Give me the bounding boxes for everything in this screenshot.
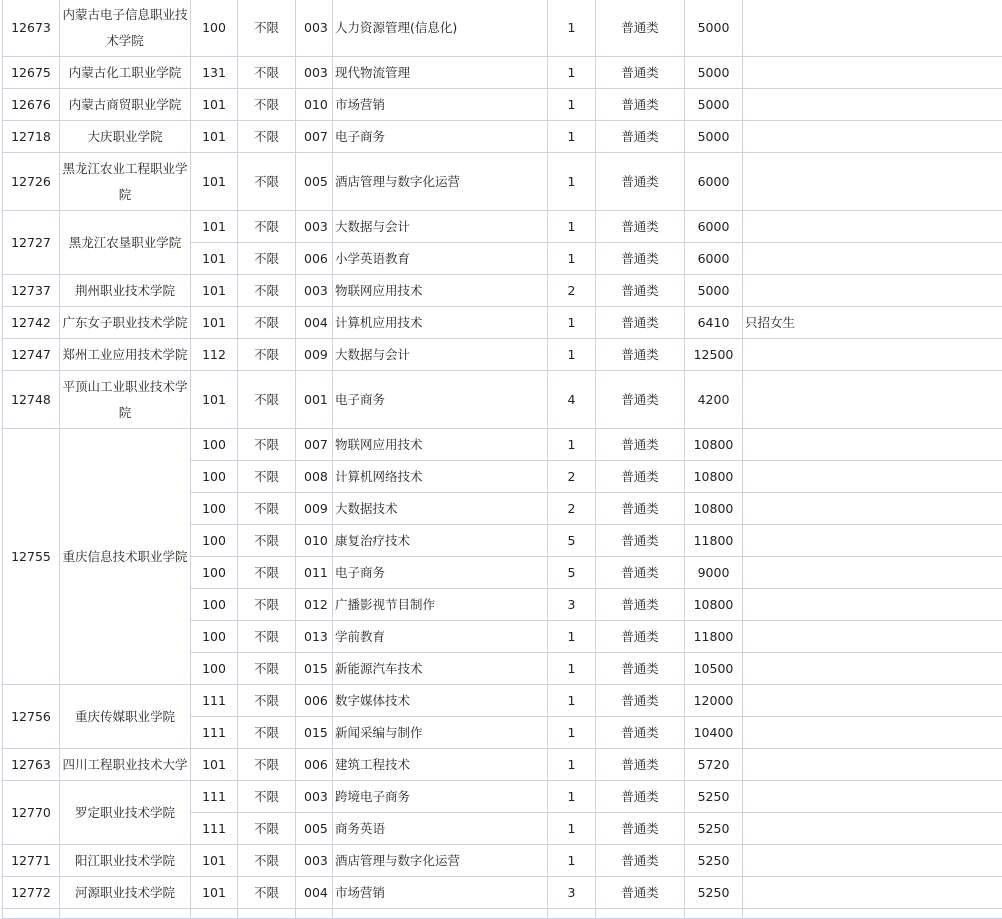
note-cell xyxy=(743,781,1002,813)
tuition-cell: 4200 xyxy=(685,371,743,429)
group-cell: 101 xyxy=(191,243,238,275)
plan-count-cell: 5 xyxy=(548,557,596,589)
subject-requirement-cell: 不限 xyxy=(238,0,296,57)
category-cell: 普通类 xyxy=(596,307,685,339)
plan-count-cell: 1 xyxy=(548,685,596,717)
note-cell xyxy=(743,57,1002,89)
school-code-cell: 12737 xyxy=(3,275,60,307)
tuition-cell: 6000 xyxy=(685,243,743,275)
category-cell: 普通类 xyxy=(596,0,685,57)
note-cell xyxy=(743,461,1002,493)
group-cell: 101 xyxy=(191,153,238,211)
school-name-cell: 内蒙古商贸职业学院 xyxy=(60,89,191,121)
major-code-cell: 003 xyxy=(296,57,333,89)
major-code-cell: 015 xyxy=(296,653,333,685)
group-cell: 131 xyxy=(191,57,238,89)
table-row xyxy=(3,275,1002,307)
table-row xyxy=(3,749,1002,781)
table-row xyxy=(3,685,1002,717)
major-code-cell: 012 xyxy=(296,589,333,621)
group-cell: 111 xyxy=(191,813,238,845)
note-cell xyxy=(743,493,1002,525)
major-name-cell: 小学英语教育 xyxy=(333,243,548,275)
major-code-cell: 011 xyxy=(296,557,333,589)
plan-count-cell: 5 xyxy=(548,525,596,557)
school-name-cell: 荆州职业技术学院 xyxy=(60,275,191,307)
note-cell: 只招女生 xyxy=(743,307,1002,339)
note-cell xyxy=(743,525,1002,557)
category-cell: 普通类 xyxy=(596,845,685,877)
category-cell: 普通类 xyxy=(596,339,685,371)
major-code-cell: 010 xyxy=(296,89,333,121)
major-code-cell: 015 xyxy=(296,717,333,749)
tuition-cell: 5000 xyxy=(685,275,743,307)
note-cell xyxy=(743,211,1002,243)
school-name-cell: 黑龙江农业工程职业学院 xyxy=(60,153,191,211)
school-name-cell: 广东女子职业技术学院 xyxy=(60,307,191,339)
empty-cell xyxy=(296,909,333,919)
subject-requirement-cell: 不限 xyxy=(238,307,296,339)
table-row xyxy=(3,0,1002,57)
major-name-cell: 跨境电子商务 xyxy=(333,781,548,813)
major-name-cell: 市场营销 xyxy=(333,89,548,121)
major-code-cell: 001 xyxy=(296,371,333,429)
major-code-cell: 003 xyxy=(296,845,333,877)
subject-requirement-cell: 不限 xyxy=(238,653,296,685)
major-code-cell: 005 xyxy=(296,153,333,211)
plan-count-cell: 1 xyxy=(548,307,596,339)
school-name-cell: 阳江职业技术学院 xyxy=(60,845,191,877)
note-cell xyxy=(743,717,1002,749)
major-code-cell: 003 xyxy=(296,275,333,307)
note-cell xyxy=(743,89,1002,121)
tuition-cell: 9000 xyxy=(685,557,743,589)
school-name-cell: 内蒙古电子信息职业技术学院 xyxy=(60,0,191,57)
note-cell xyxy=(743,589,1002,621)
major-name-cell: 电子商务 xyxy=(333,121,548,153)
plan-count-cell: 1 xyxy=(548,717,596,749)
group-cell: 112 xyxy=(191,339,238,371)
major-name-cell: 计算机应用技术 xyxy=(333,307,548,339)
major-code-cell: 003 xyxy=(296,781,333,813)
note-cell xyxy=(743,153,1002,211)
group-cell: 111 xyxy=(191,685,238,717)
school-code-cell: 12726 xyxy=(3,153,60,211)
tuition-cell: 11800 xyxy=(685,621,743,653)
note-cell xyxy=(743,877,1002,909)
note-cell xyxy=(743,121,1002,153)
plan-count-cell: 1 xyxy=(548,781,596,813)
group-cell: 100 xyxy=(191,557,238,589)
table-row xyxy=(3,845,1002,877)
subject-requirement-cell: 不限 xyxy=(238,845,296,877)
category-cell: 普通类 xyxy=(596,493,685,525)
tuition-cell: 5250 xyxy=(685,877,743,909)
category-cell: 普通类 xyxy=(596,57,685,89)
table-row xyxy=(3,211,1002,243)
category-cell: 普通类 xyxy=(596,89,685,121)
subject-requirement-cell: 不限 xyxy=(238,781,296,813)
major-name-cell: 数字媒体技术 xyxy=(333,685,548,717)
category-cell: 普通类 xyxy=(596,461,685,493)
subject-requirement-cell: 不限 xyxy=(238,121,296,153)
major-name-cell: 市场营销 xyxy=(333,877,548,909)
subject-requirement-cell: 不限 xyxy=(238,57,296,89)
note-cell xyxy=(743,813,1002,845)
subject-requirement-cell: 不限 xyxy=(238,275,296,307)
table-row xyxy=(3,339,1002,371)
school-name-cell: 重庆传媒职业学院 xyxy=(60,685,191,749)
group-cell: 101 xyxy=(191,275,238,307)
table-row xyxy=(3,89,1002,121)
subject-requirement-cell: 不限 xyxy=(238,153,296,211)
major-code-cell: 006 xyxy=(296,749,333,781)
category-cell: 普通类 xyxy=(596,813,685,845)
group-cell: 101 xyxy=(191,89,238,121)
tuition-cell: 6000 xyxy=(685,153,743,211)
school-name-cell: 四川工程职业技术大学 xyxy=(60,749,191,781)
major-code-cell: 013 xyxy=(296,621,333,653)
major-name-cell: 建筑工程技术 xyxy=(333,749,548,781)
subject-requirement-cell: 不限 xyxy=(238,89,296,121)
table-row xyxy=(3,429,1002,461)
major-name-cell: 电子商务 xyxy=(333,371,548,429)
empty-cell xyxy=(191,909,238,919)
note-cell xyxy=(743,621,1002,653)
tuition-cell: 12000 xyxy=(685,685,743,717)
school-code-cell: 12675 xyxy=(3,57,60,89)
plan-count-cell: 1 xyxy=(548,429,596,461)
school-code-cell: 12673 xyxy=(3,0,60,57)
note-cell xyxy=(743,845,1002,877)
group-cell: 101 xyxy=(191,307,238,339)
major-name-cell: 康复治疗技术 xyxy=(333,525,548,557)
subject-requirement-cell: 不限 xyxy=(238,749,296,781)
major-name-cell: 物联网应用技术 xyxy=(333,429,548,461)
school-name-cell: 大庆职业学院 xyxy=(60,121,191,153)
subject-requirement-cell: 不限 xyxy=(238,493,296,525)
school-code-cell: 12755 xyxy=(3,429,60,685)
school-code-cell: 12747 xyxy=(3,339,60,371)
major-name-cell: 大数据与会计 xyxy=(333,211,548,243)
category-cell: 普通类 xyxy=(596,781,685,813)
tuition-cell: 12500 xyxy=(685,339,743,371)
category-cell: 普通类 xyxy=(596,211,685,243)
subject-requirement-cell: 不限 xyxy=(238,371,296,429)
note-cell xyxy=(743,243,1002,275)
group-cell: 101 xyxy=(191,121,238,153)
school-name-cell: 郑州工业应用技术学院 xyxy=(60,339,191,371)
school-code-cell: 12763 xyxy=(3,749,60,781)
school-code-cell: 12727 xyxy=(3,211,60,275)
tuition-cell: 5000 xyxy=(685,121,743,153)
plan-count-cell: 1 xyxy=(548,813,596,845)
category-cell: 普通类 xyxy=(596,121,685,153)
school-code-cell: 12756 xyxy=(3,685,60,749)
major-code-cell: 003 xyxy=(296,0,333,57)
major-name-cell: 学前教育 xyxy=(333,621,548,653)
tuition-cell: 5000 xyxy=(685,57,743,89)
category-cell: 普通类 xyxy=(596,685,685,717)
empty-cell xyxy=(596,909,685,919)
plan-count-cell: 1 xyxy=(548,653,596,685)
table-row xyxy=(3,877,1002,909)
empty-cell xyxy=(3,909,60,919)
subject-requirement-cell: 不限 xyxy=(238,717,296,749)
group-cell: 100 xyxy=(191,493,238,525)
empty-cell xyxy=(238,909,296,919)
major-code-cell: 007 xyxy=(296,121,333,153)
category-cell: 普通类 xyxy=(596,557,685,589)
category-cell: 普通类 xyxy=(596,877,685,909)
plan-count-cell: 1 xyxy=(548,621,596,653)
note-cell xyxy=(743,339,1002,371)
plan-count-cell: 2 xyxy=(548,275,596,307)
table-row xyxy=(3,307,1002,339)
group-cell: 111 xyxy=(191,781,238,813)
tuition-cell: 6000 xyxy=(685,211,743,243)
plan-count-cell: 1 xyxy=(548,153,596,211)
tuition-cell: 5720 xyxy=(685,749,743,781)
category-cell: 普通类 xyxy=(596,621,685,653)
major-name-cell: 大数据与会计 xyxy=(333,339,548,371)
plan-count-cell: 1 xyxy=(548,339,596,371)
note-cell xyxy=(743,0,1002,57)
empty-cell xyxy=(548,909,596,919)
major-name-cell: 大数据技术 xyxy=(333,493,548,525)
table-row xyxy=(3,371,1002,429)
school-code-cell: 12772 xyxy=(3,877,60,909)
subject-requirement-cell: 不限 xyxy=(238,339,296,371)
plan-count-cell: 1 xyxy=(548,845,596,877)
plan-count-cell: 4 xyxy=(548,371,596,429)
tuition-cell: 10500 xyxy=(685,653,743,685)
tuition-cell: 5250 xyxy=(685,813,743,845)
major-code-cell: 010 xyxy=(296,525,333,557)
major-name-cell: 商务英语 xyxy=(333,813,548,845)
group-cell: 101 xyxy=(191,749,238,781)
subject-requirement-cell: 不限 xyxy=(238,877,296,909)
category-cell: 普通类 xyxy=(596,653,685,685)
subject-requirement-cell: 不限 xyxy=(238,243,296,275)
subject-requirement-cell: 不限 xyxy=(238,461,296,493)
empty-cell xyxy=(60,909,191,919)
school-code-cell: 12748 xyxy=(3,371,60,429)
major-name-cell: 电子商务 xyxy=(333,557,548,589)
category-cell: 普通类 xyxy=(596,749,685,781)
tuition-cell: 10400 xyxy=(685,717,743,749)
group-cell: 101 xyxy=(191,877,238,909)
major-code-cell: 009 xyxy=(296,339,333,371)
school-code-cell: 12718 xyxy=(3,121,60,153)
table-row xyxy=(3,121,1002,153)
major-name-cell: 广播影视节目制作 xyxy=(333,589,548,621)
plan-count-cell: 1 xyxy=(548,89,596,121)
category-cell: 普通类 xyxy=(596,429,685,461)
note-cell xyxy=(743,429,1002,461)
admission-plan-table xyxy=(2,0,1002,919)
school-name-cell: 内蒙古化工职业学院 xyxy=(60,57,191,89)
school-name-cell: 河源职业技术学院 xyxy=(60,877,191,909)
group-cell: 101 xyxy=(191,371,238,429)
major-code-cell: 009 xyxy=(296,493,333,525)
group-cell: 101 xyxy=(191,211,238,243)
note-cell xyxy=(743,275,1002,307)
plan-count-cell: 3 xyxy=(548,589,596,621)
plan-count-cell: 2 xyxy=(548,461,596,493)
category-cell: 普通类 xyxy=(596,243,685,275)
major-name-cell: 人力资源管理(信息化) xyxy=(333,0,548,57)
major-name-cell: 新闻采编与制作 xyxy=(333,717,548,749)
table-row xyxy=(3,153,1002,211)
school-code-cell: 12742 xyxy=(3,307,60,339)
subject-requirement-cell: 不限 xyxy=(238,813,296,845)
note-cell xyxy=(743,749,1002,781)
subject-requirement-cell: 不限 xyxy=(238,685,296,717)
group-cell: 100 xyxy=(191,0,238,57)
subject-requirement-cell: 不限 xyxy=(238,557,296,589)
tuition-cell: 5000 xyxy=(685,0,743,57)
school-name-cell: 重庆信息技术职业学院 xyxy=(60,429,191,685)
note-cell xyxy=(743,685,1002,717)
category-cell: 普通类 xyxy=(596,589,685,621)
table-body xyxy=(3,0,1002,919)
table-row xyxy=(3,781,1002,813)
group-cell: 100 xyxy=(191,525,238,557)
empty-cell xyxy=(333,909,548,919)
plan-count-cell: 3 xyxy=(548,877,596,909)
major-code-cell: 006 xyxy=(296,685,333,717)
empty-cell xyxy=(743,909,1002,919)
school-code-cell: 12771 xyxy=(3,845,60,877)
major-name-cell: 现代物流管理 xyxy=(333,57,548,89)
plan-count-cell: 1 xyxy=(548,211,596,243)
tuition-cell: 5250 xyxy=(685,781,743,813)
tuition-cell: 10800 xyxy=(685,461,743,493)
school-name-cell: 罗定职业技术学院 xyxy=(60,781,191,845)
school-name-cell: 平顶山工业职业技术学院 xyxy=(60,371,191,429)
tuition-cell: 10800 xyxy=(685,589,743,621)
tuition-cell: 10800 xyxy=(685,493,743,525)
major-name-cell: 物联网应用技术 xyxy=(333,275,548,307)
major-code-cell: 003 xyxy=(296,211,333,243)
category-cell: 普通类 xyxy=(596,153,685,211)
plan-count-cell: 1 xyxy=(548,121,596,153)
category-cell: 普通类 xyxy=(596,371,685,429)
subject-requirement-cell: 不限 xyxy=(238,621,296,653)
category-cell: 普通类 xyxy=(596,275,685,307)
note-cell xyxy=(743,557,1002,589)
group-cell: 101 xyxy=(191,845,238,877)
tuition-cell: 10800 xyxy=(685,429,743,461)
plan-count-cell: 1 xyxy=(548,749,596,781)
group-cell: 100 xyxy=(191,461,238,493)
note-cell xyxy=(743,371,1002,429)
plan-count-cell: 2 xyxy=(548,493,596,525)
school-code-cell: 12676 xyxy=(3,89,60,121)
tuition-cell: 5250 xyxy=(685,845,743,877)
tuition-cell: 5000 xyxy=(685,89,743,121)
group-cell: 100 xyxy=(191,589,238,621)
plan-count-cell: 1 xyxy=(548,0,596,57)
major-code-cell: 004 xyxy=(296,307,333,339)
major-name-cell: 新能源汽车技术 xyxy=(333,653,548,685)
school-name-cell: 黑龙江农垦职业学院 xyxy=(60,211,191,275)
group-cell: 100 xyxy=(191,653,238,685)
plan-count-cell: 1 xyxy=(548,57,596,89)
school-code-cell: 12770 xyxy=(3,781,60,845)
plan-count-cell: 1 xyxy=(548,243,596,275)
tuition-cell: 11800 xyxy=(685,525,743,557)
note-cell xyxy=(743,653,1002,685)
empty-cell xyxy=(685,909,743,919)
subject-requirement-cell: 不限 xyxy=(238,525,296,557)
category-cell: 普通类 xyxy=(596,525,685,557)
table-row xyxy=(3,57,1002,89)
major-name-cell: 酒店管理与数字化运营 xyxy=(333,153,548,211)
group-cell: 100 xyxy=(191,621,238,653)
category-cell: 普通类 xyxy=(596,717,685,749)
subject-requirement-cell: 不限 xyxy=(238,211,296,243)
group-cell: 100 xyxy=(191,429,238,461)
tuition-cell: 6410 xyxy=(685,307,743,339)
major-name-cell: 计算机网络技术 xyxy=(333,461,548,493)
major-code-cell: 007 xyxy=(296,429,333,461)
major-code-cell: 004 xyxy=(296,877,333,909)
major-code-cell: 008 xyxy=(296,461,333,493)
subject-requirement-cell: 不限 xyxy=(238,429,296,461)
major-name-cell: 酒店管理与数字化运营 xyxy=(333,845,548,877)
group-cell: 111 xyxy=(191,717,238,749)
major-code-cell: 005 xyxy=(296,813,333,845)
subject-requirement-cell: 不限 xyxy=(238,589,296,621)
major-code-cell: 006 xyxy=(296,243,333,275)
table-row xyxy=(3,909,1002,919)
